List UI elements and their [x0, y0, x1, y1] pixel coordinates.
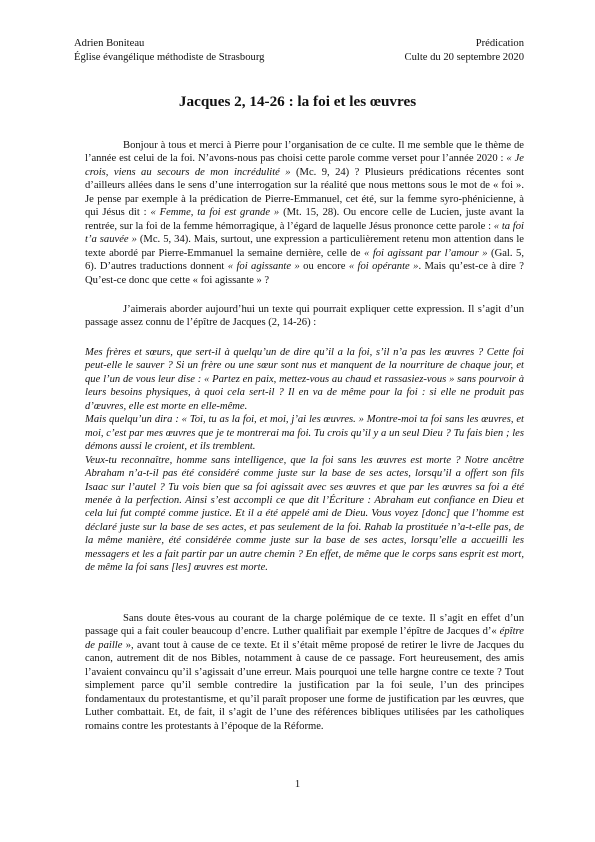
paragraph-commentary-text — [85, 612, 524, 733]
author-name: Adrien Boniteau — [74, 38, 145, 49]
header-left — [74, 37, 264, 64]
paragraph-commentary — [85, 612, 524, 733]
text-run: », avant tout à cause de ce texte. Et il s’était même proposé de retirer le livre de Jacques du canon, autrement dit de nos Bibles, notamment à cause de ce passage. Fort heureusement, des amis l’avaient convaincu qu’il s’agissait d’une erreur. Mais pourquoi une telle hargne contre ce texte ? Tout simplement parce qu’il semble contredire la justification par la foi seule, l’un des principes fondamentaux du protestantisme, et qu’il paraît proposer une forme de justification par les œuvres, que Luther combattait. Et, de fait, il s’agit de l’une des références bibliques utilisées par les catholiques romains contre les protestants à l’époque de la Réforme. — [85, 639, 524, 732]
service-date: Culte du 20 septembre 2020 — [404, 51, 524, 63]
document-type: Prédication — [475, 38, 524, 49]
citation: « foi agissante » — [227, 261, 300, 273]
paragraph-intro — [85, 139, 524, 287]
text-run: ou encore — [299, 261, 349, 273]
paragraph-passage-intro-text: J’aimerais aborder aujourd’hui un texte qui pourrait expliquer cette expression. Il s’agit d’un passage assez connu de l’épître de Jacques (2, 14-26) : — [85, 304, 524, 329]
citation: épître de paille — [85, 626, 524, 651]
header-right — [405, 37, 524, 64]
quote-paragraph: Mes frères et sœurs, que sert-il à quelqu’un de dire qu’il a la foi, s’il n’a pas les œuvres ? Cette foi peut-elle le sauver ? Si un frère ou une sœur sont nus et manquent de la nourriture de chaque jour, et que l’un de vous leur dise : « Partez en paix, mettez-vous au chaud et rassasiez-vous » sans pourvoir à leurs besoins physiques, à quoi cela sert-il ? Il en va de même pour la foi : si elle ne produit pas d’œuvres, elle est morte en elle-même. — [85, 347, 524, 412]
citation: « Femme, ta foi est grande » — [150, 207, 280, 219]
text-run: (Mt. 15, 28). Ou encore celle de Lucien, juste avant la rentrée, sur la foi de la femme hémorragique, à l’égard de laquelle Jésus prononce cette parole : — [85, 207, 524, 232]
quote-paragraph: Veux-tu reconnaître, homme sans intelligence, que la foi sans les œuvres est morte ? Notre ancêtre Abraham n’a-t-il pas été considéré comme juste sur la base de ses actes, lorsqu’il a offert son fils Isaac sur l’autel ? Tu vois bien que sa foi agissait avec ses œuvres et que par les œuvres sa foi a été menée à la perfection. Ainsi s’est accompli ce que dit l’Écriture : Abraham eut confiance en Dieu et cela lui fut compté comme justice. Et il a été appelé ami de Dieu. Vous voyez [donc] que l’homme est déclaré juste sur la base de ses actes, et pas seulement de la foi. Rahab la prostituée n’a-t-elle pas, de la même manière, été considérée comme juste sur la base de ses actes, lorsqu’elle a accueilli les messagers et les a fait partir par un autre chemin ? En effet, de même que le corps sans esprit est mort, de même la foi sans [les] œuvres est morte. — [85, 454, 524, 574]
document-title: Jacques 2, 14-26 : la foi et les œuvres — [178, 93, 417, 110]
text-run: . Mais qu’est-ce à dire ? Qu’est-ce donc que cette « foi agissante » ? — [85, 261, 524, 286]
paragraph-intro-text — [85, 139, 524, 287]
text-run: Bonjour à tous et merci à Pierre pour l’organisation de ce culte. Il me semble que le thème de l’année est celui de la foi. N’avons-nous pas choisi cette parole comme verset pour l’année 2020 : — [85, 140, 524, 165]
page-number: 1 — [294, 779, 301, 790]
quote-paragraph: Mais quelqu’un dira : « Toi, tu as la foi, et moi, j’ai les œuvres. » Montre-moi ta foi sans les œuvres, et moi, c’est par mes œuvres que je te montrerai ma foi. Tu crois qu’il y a un seul Dieu ? Tu fais bien ; les démons aussi le croient, et ils tremblent. — [85, 414, 524, 453]
church-name: Église évangélique méthodiste de Strasbourg — [74, 51, 265, 63]
citation: « ta foi t’a sauvée » — [85, 220, 524, 246]
text-run: (Mc. 9, 24) ? Plusieurs prédications récentes sont d’ailleurs allées dans le sens d’une interrogation sur la réalité que nous mettons sous le mot de « foi ». Je pense par exemple à la prédication de Pierre-Emmanuel, cet été, sur la femme syro-phénicienne, à qui Jésus dit : — [85, 166, 525, 219]
scripture-quote — [85, 346, 524, 575]
citation: « foi agissant par l’amour » — [364, 247, 488, 259]
citation: « Je crois, viens au secours de mon incrédulité » — [85, 153, 524, 178]
paragraph-passage-intro — [85, 303, 524, 330]
text-run: (Mc. 5, 34). Mais, surtout, une expression a particulièrement retenu mon attention dans le texte abordé par Pierre-Emmanuel la semaine dernière, celle de — [85, 234, 525, 259]
text-run: Sans doute êtes-vous au courant de la charge polémique de ce texte. Il s’agit en effet d’un passage qui a fait couler beaucoup d’encre. Luther qualifiait par exemple l’épître de Jacques d’« — [85, 613, 524, 638]
citation: « foi opérante » — [348, 261, 419, 273]
text-run: (Gal. 5, 6). D’autres traductions donnent — [85, 247, 524, 273]
